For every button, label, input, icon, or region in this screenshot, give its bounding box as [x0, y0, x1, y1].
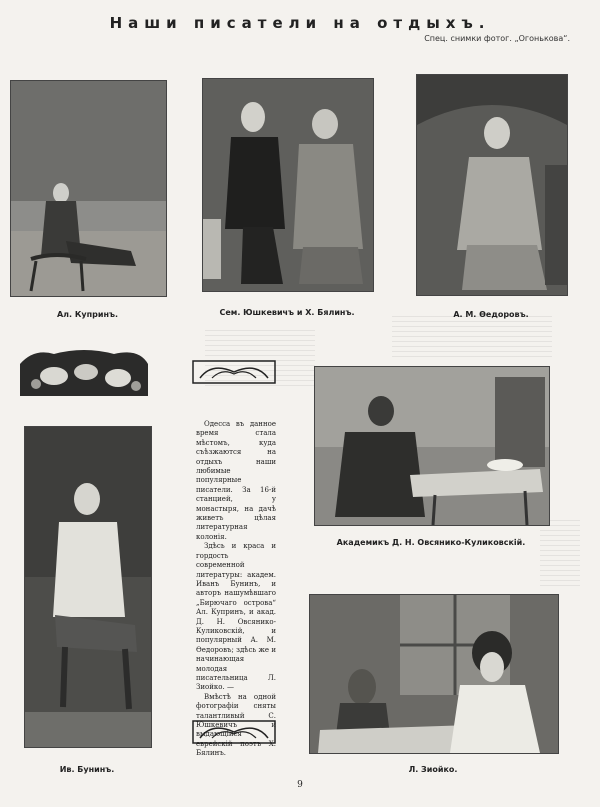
bleed-through-area	[392, 316, 552, 361]
caption-kuprin: Ал. Купринъ.	[56, 310, 119, 319]
bleed-through-area	[540, 520, 580, 590]
photo-ovsyaniko-image	[315, 367, 549, 525]
photo-bunin	[24, 426, 152, 748]
photo-yushkevich-bialik	[202, 78, 374, 292]
caption-ovsyaniko: Академикъ Д. Н. Овсянико-Куликовскій.	[336, 538, 526, 547]
photo-yushkevich-bialik-image	[203, 79, 373, 291]
page-number: 9	[297, 780, 303, 790]
caption-fedorov: А. М. Өедоровъ.	[453, 310, 529, 319]
decorative-ornament	[14, 346, 154, 398]
photo-zhoyko	[309, 594, 559, 754]
photo-kuprin	[10, 80, 167, 297]
article-text	[196, 420, 276, 759]
floral-ornament-icon	[14, 346, 154, 398]
caption-zhoyko: Л. Зиойко.	[408, 765, 458, 774]
photo-fedorov-image	[417, 75, 567, 295]
photo-kuprin-image	[11, 81, 166, 296]
article-paragraph: Вмѣстѣ на одной фотографіи сняты талантливый С. Юшкевичъ и выдающійся еврейскій поэтъ Х. Бялинъ.	[196, 692, 276, 758]
page-title: Наши писатели на отдыхъ.	[109, 14, 491, 32]
caption-yushkevich-bialik: Сем. Юшкевичъ и Х. Бялинъ.	[219, 308, 355, 317]
article-paragraph: Одесса въ данное время стала мѣстомъ, куда съѣзжаются на отдыхъ наши любимые популярные писатели. За 16-й станцией, у монастыря, на дачѣ живетъ цѣлая литературная колонія.	[196, 420, 276, 541]
article-paragraph: Здѣсь и краса и гордость современной литературы: академ. Иванъ Бунинъ, и авторъ нашумѣвшаго „Бирючаго острова“ Ал. Купринъ, и акад. Д. Н. Овсянико-Куликовскій, и популярный А. М. Өедоровъ; здѣсь же и начинающая молодая писательница Л. Зиойко. —	[196, 542, 276, 692]
photo-credit: Спец. снимки фотог. „Огонькова“.	[424, 34, 570, 43]
photo-bunin-image	[25, 427, 151, 747]
photo-fedorov	[416, 74, 568, 296]
scroll-vignette-icon	[192, 360, 276, 384]
vignette-bottom	[192, 720, 276, 744]
photo-zhoyko-image	[310, 595, 558, 753]
scroll-vignette-icon	[192, 720, 276, 744]
photo-ovsyaniko	[314, 366, 550, 526]
vignette-top	[192, 360, 276, 384]
caption-bunin: Ив. Бунинъ.	[59, 765, 115, 774]
